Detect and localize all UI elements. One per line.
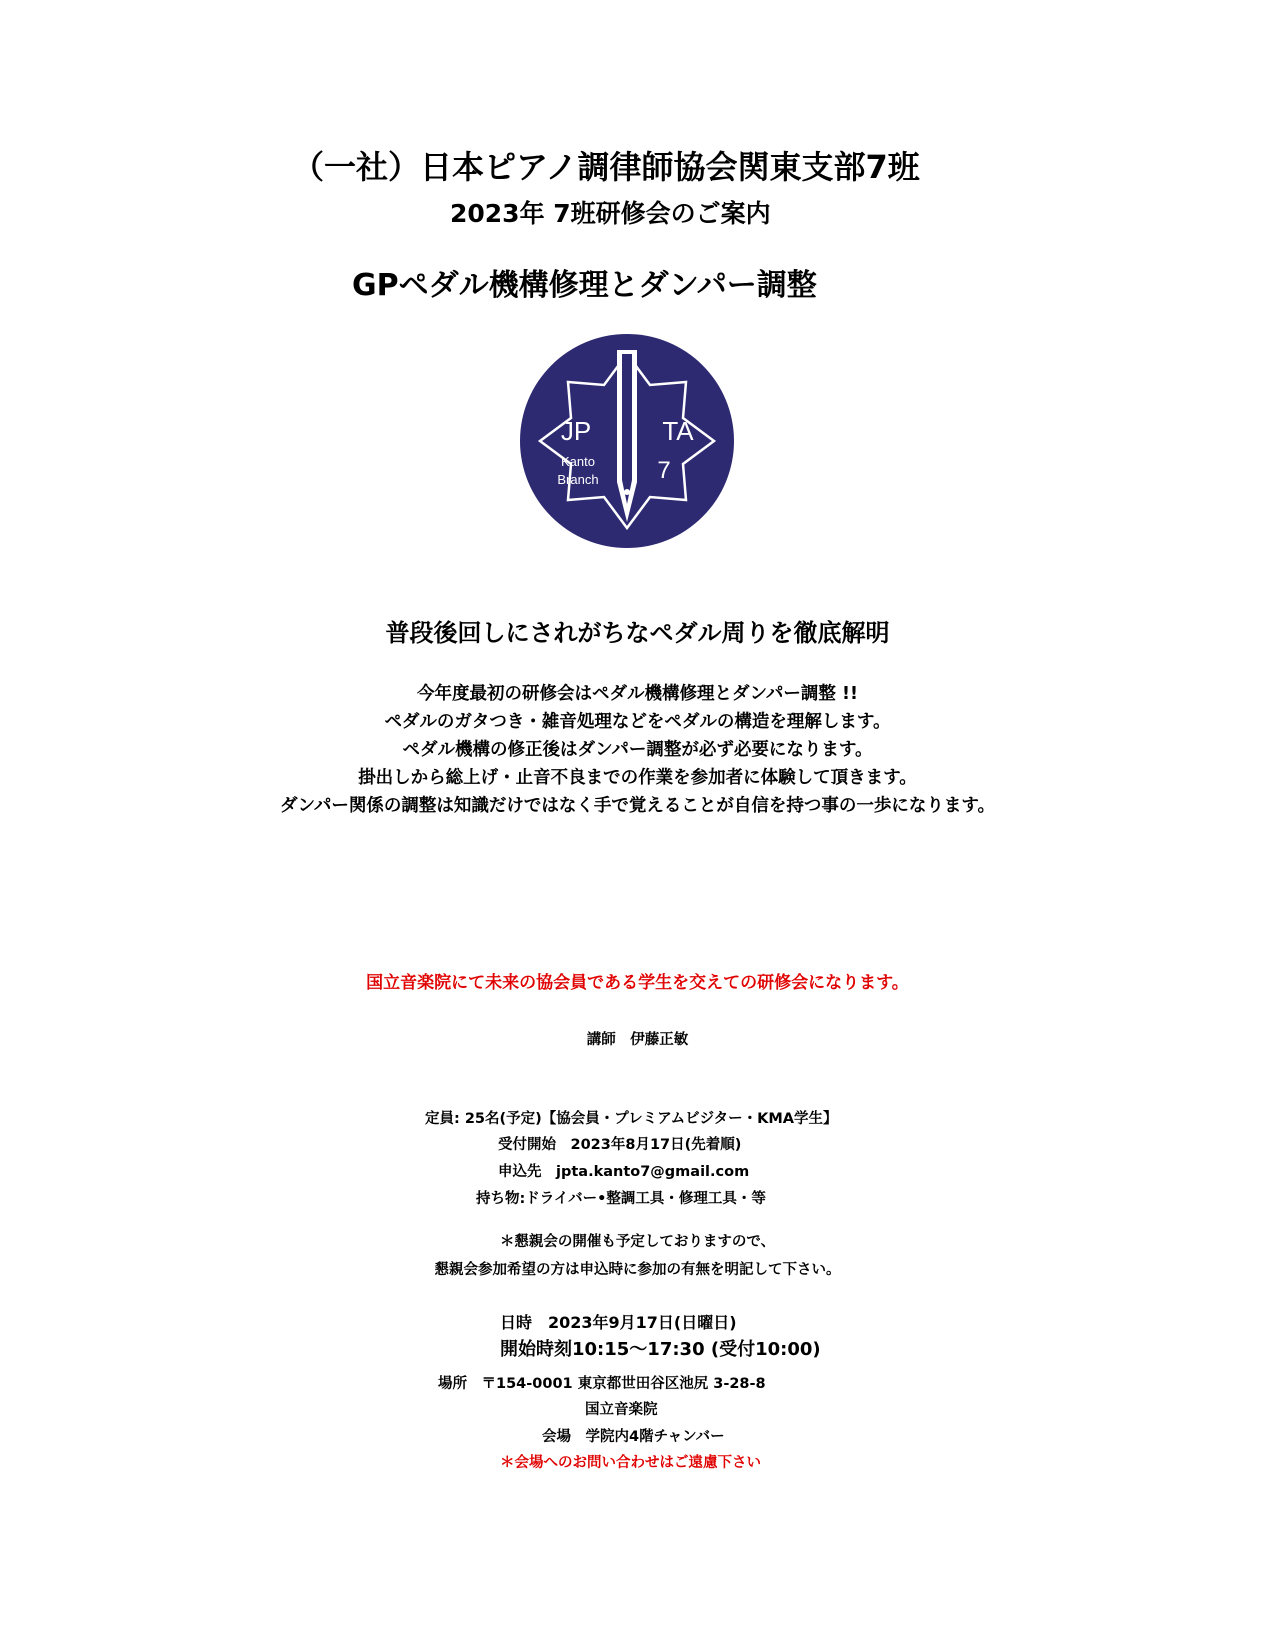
venue-address: 場所 〒154-0001 東京都世田谷区池尻 3-28-8 [438, 1376, 766, 1392]
logo-jp: JP [560, 416, 592, 446]
party-note-line2: 懇親会参加希望の方は申込時に参加の有無を明記して下さい。 [434, 1262, 841, 1278]
venue-school: 国立音楽院 [585, 1402, 658, 1418]
logo-ta: TA [662, 416, 694, 446]
intro-line: ダンパー関係の調整は知識だけではなく手で覚えることが自信を持つ事の一歩になります。 [279, 796, 996, 816]
event-start-time: 開始時刻10:15～17:30 (受付10:00) [500, 1339, 821, 1360]
party-note-line1: ＊懇親会の開催も予定しておりますので、 [499, 1234, 776, 1250]
student-notice: 国立音楽院にて未来の協会員である学生を交えての研修会になります。 [366, 973, 909, 993]
tagline: 普段後回しにされがちなペダル周りを徹底解明 [385, 619, 890, 647]
event-date: 日時 2023年9月17日(日曜日) [500, 1313, 737, 1332]
event-title: 2023年 7班研修会のご案内 [450, 199, 771, 228]
lecturer: 講師 伊藤正敏 [586, 1032, 689, 1048]
capacity: 定員: 25名(予定)【協会員・プレミアムビジター・KMA学生】 [425, 1111, 838, 1127]
intro-paragraph [0, 680, 1275, 820]
logo-branch: Branch [557, 472, 599, 487]
items-to-bring: 持ち物:ドライバー•整調工具・修理工具・等 [476, 1191, 766, 1207]
intro-line: 今年度最初の研修会はペダル機構修理とダンパー調整 !! [416, 684, 858, 704]
organization-title: （一社）日本ピアノ調律師協会関東支部7班 [292, 148, 920, 186]
logo-kanto: Kanto [561, 454, 595, 469]
application-contact: 申込先 jpta.kanto7@gmail.com [498, 1164, 750, 1180]
intro-line: 掛出しから総上げ・止音不良までの作業を参加者に体験して頂きます。 [358, 768, 917, 788]
topic-title: GPペダル機構修理とダンパー調整 [352, 268, 817, 303]
reception-start: 受付開始 2023年8月17日(先着順) [498, 1137, 742, 1153]
venue-hall: 会場 学院内4階チャンバー [542, 1429, 725, 1445]
intro-line: ペダル機構の修正後はダンパー調整が必ず必要になります。 [402, 740, 873, 760]
jpta-logo [518, 332, 736, 550]
venue-caution: ＊会場へのお問い合わせはご遠慮下さい [500, 1455, 761, 1471]
logo-seven: 7 [657, 457, 671, 484]
intro-line: ペダルのガタつき・雑音処理などをペダルの構造を理解します。 [384, 712, 891, 732]
